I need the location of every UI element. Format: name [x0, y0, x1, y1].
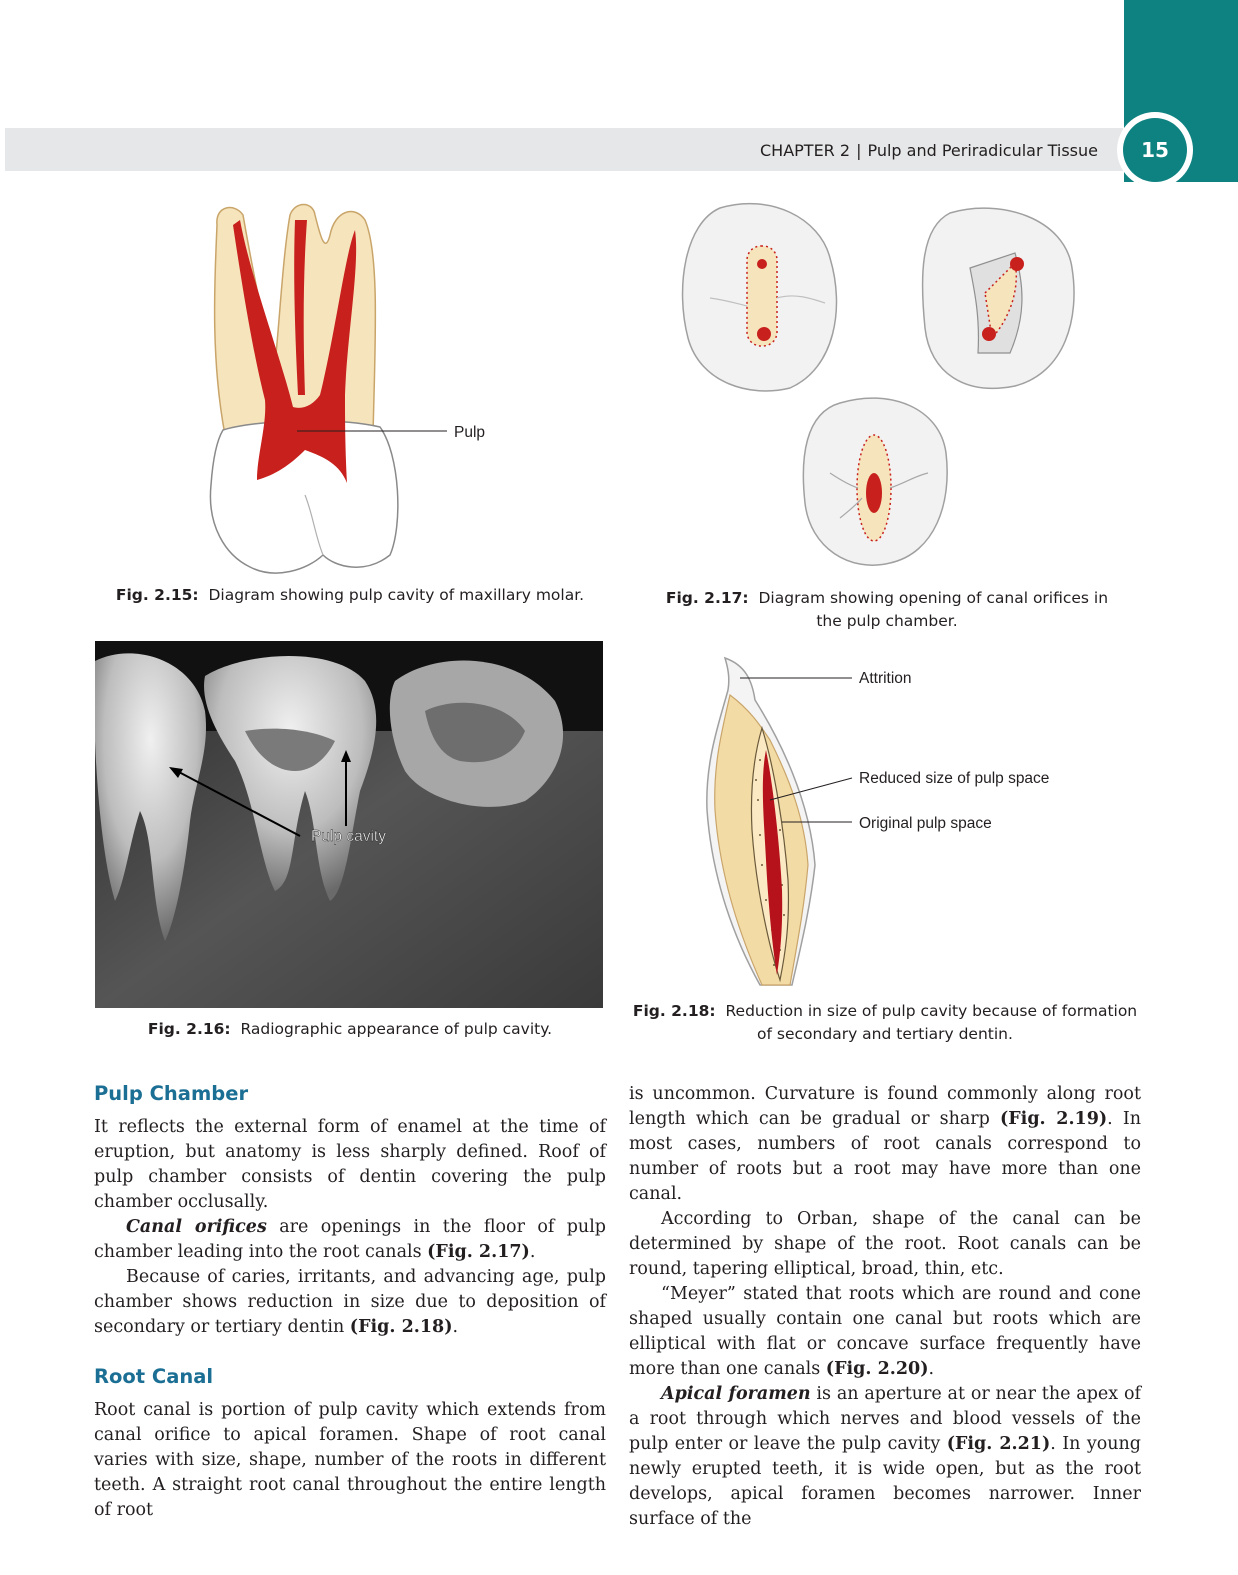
paragraph: is uncommon. Curvature is found commonly along root length which can be gradual or sharp (Fig. 2.19). In most cases, numbers of root canals correspond to number of roots but a root may have more than one canal. — [629, 1084, 1142, 1204]
paragraph: Apical foramen is an aperture at or near the apex of a root through which nerves and blood vessels of the pulp enter or leave the pulp cavity (Fig. 2.21). In young newly erupted teeth, it is wide open, but as the root develops, apical foramen becomes narrower. Inner surface of the — [629, 1384, 1141, 1529]
fig-2-17-caption-line2: the pulp chamber. — [816, 612, 958, 630]
paragraph: Canal orifices are openings in the floor of pulp chamber leading into the root canals (Fig. 2.17). — [94, 1217, 607, 1262]
running-header: CHAPTER 2 | Pulp and Periradicular Tissue — [760, 141, 1098, 160]
fig-2-15-caption-text: Diagram showing pulp cavity of maxillary molar. — [208, 586, 585, 604]
right-column — [629, 1082, 1141, 1532]
heading-pulp-chamber: Pulp Chamber — [94, 1082, 249, 1105]
page-number: 15 — [1123, 118, 1187, 182]
paragraph: It reflects the external form of enamel at the time of eruption, but anatomy is less sharply defined. Roof of pulp chamber consists of dentin covering the pulp chamber occlusally. — [94, 1117, 606, 1212]
paragraph: According to Orban, shape of the canal can be determined by shape of the root. Root canals can be round, tapering elliptical, broad, thin, etc. — [629, 1209, 1141, 1279]
figure-reference: (Fig. 2.19) — [999, 1109, 1108, 1129]
paragraph: “Meyer” stated that roots which are round and cone shaped usually contain one canal but roots which are elliptical with flat or concave surface frequently have more than one canals (Fig. 2.20). — [629, 1284, 1141, 1379]
fig-2-18-original-label: Original pulp space — [859, 815, 992, 832]
fig-2-18-caption — [620, 1000, 1150, 1046]
fig-2-15-molar-diagram — [195, 195, 515, 580]
fig-2-18-incisor-diagram — [700, 650, 1120, 995]
left-column — [94, 1081, 606, 1523]
paragraph: Root canal is portion of pulp cavity which extends from canal orifice to apical foramen. Shape of root canal varies with size, shape, number of the roots in different teeth. A straight root canal throughout the entire length of root — [94, 1400, 606, 1520]
fig-2-18-number: Fig. 2.18: — [632, 1002, 716, 1020]
fig-2-17-number: Fig. 2.17: — [665, 589, 749, 607]
term-apical-foramen: Apical foramen — [661, 1384, 811, 1404]
fig-2-16-caption-text: Radiographic appearance of pulp cavity. — [240, 1020, 553, 1038]
fig-2-15-number: Fig. 2.15: — [115, 586, 199, 604]
fig-2-16-pulp-cavity-label: Pulp cavity — [311, 828, 386, 845]
figure-reference: (Fig. 2.21) — [946, 1434, 1051, 1454]
figure-reference: (Fig. 2.17) — [427, 1242, 530, 1262]
heading-root-canal: Root Canal — [94, 1365, 214, 1388]
chapter-title: Pulp and Periradicular Tissue — [867, 141, 1098, 160]
term-canal-orifices: Canal orifices — [126, 1217, 267, 1237]
figure-reference: (Fig. 2.18) — [349, 1317, 453, 1337]
fig-2-18-reduced-label: Reduced size of pulp space — [859, 770, 1050, 787]
paragraph: Because of caries, irritants, and advancing age, pulp chamber shows reduction in size due to deposition of secondary or tertiary dentin (Fig. 2.18). — [94, 1267, 606, 1337]
fig-2-16-caption — [110, 1018, 590, 1041]
fig-2-17-caption-line1: Diagram showing opening of canal orifices in — [758, 589, 1109, 607]
fig-2-18-attrition-label: Attrition — [859, 670, 912, 687]
fig-2-18-caption-line1: Reduction in size of pulp cavity because of formation — [725, 1002, 1138, 1020]
fig-2-15-pulp-label: Pulp — [454, 424, 486, 441]
chapter-label: CHAPTER 2 — [760, 141, 851, 160]
fig-2-17-caption — [652, 587, 1122, 633]
fig-2-16-radiograph — [95, 641, 603, 1008]
fig-2-18-caption-line2: of secondary and tertiary dentin. — [757, 1025, 1013, 1043]
fig-2-15-caption — [110, 584, 590, 607]
figure-reference: (Fig. 2.20) — [825, 1359, 929, 1379]
fig-2-17-canal-orifices-diagram — [680, 198, 1090, 578]
fig-2-16-number: Fig. 2.16: — [147, 1020, 231, 1038]
